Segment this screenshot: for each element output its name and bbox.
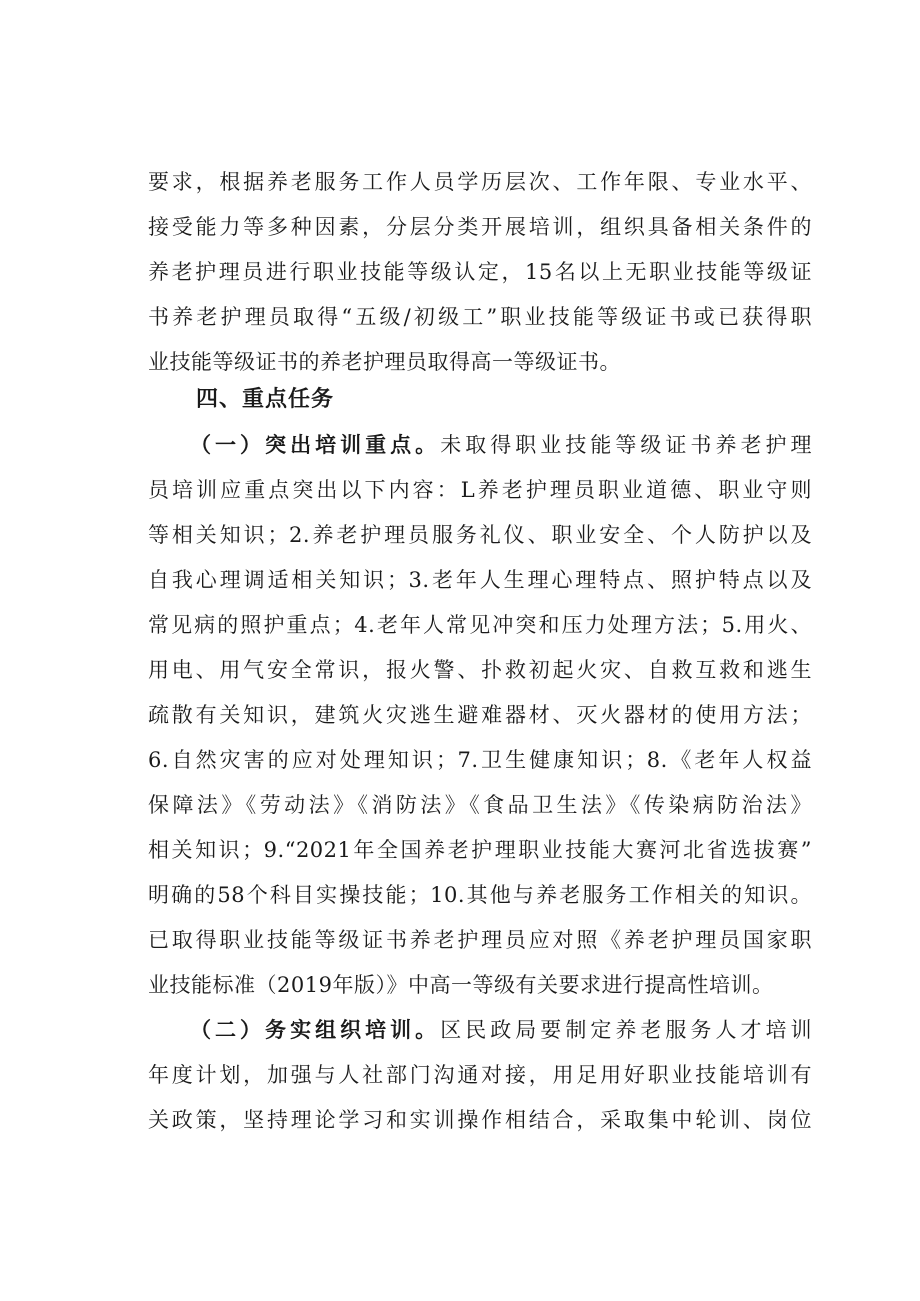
body-line: 员培训应重点突出以下内容：L养老护理员职业道德、职业守则 bbox=[148, 478, 812, 502]
body-line: 疏散有关知识，建筑火灾逃生避难器材、灭火器材的使用方法； bbox=[148, 703, 812, 727]
body-line: 养老护理员进行职业技能等级认定，15名以上无职业技能等级证 bbox=[148, 260, 812, 284]
body-line: 常见病的照护重点；4.老年人常见冲突和压力处理方法；5.用火、 bbox=[148, 613, 812, 637]
item-title: （二）务实组织培训。 bbox=[190, 1018, 441, 1042]
body-line: 业技能标准（2019年版）》中高一等级有关要求进行提高性培训。 bbox=[148, 973, 774, 997]
body-line: 保障法》《劳动法》《消防法》《食品卫生法》《传染病防治法》 bbox=[148, 793, 812, 817]
body-line: 相关知识；9.“2021年全国养老护理职业技能大赛河北省选拔赛” bbox=[148, 838, 812, 862]
body-line: 要求，根据养老服务工作人员学历层次、工作年限、专业水平、 bbox=[148, 170, 812, 194]
body-line: 等相关知识；2.养老护理员服务礼仪、职业安全、个人防护以及 bbox=[148, 523, 812, 547]
body-line: 自我心理调适相关知识；3.老年人生理心理特点、照护特点以及 bbox=[148, 568, 812, 592]
body-line: 业技能等级证书的养老护理员取得高一等级证书。 bbox=[148, 350, 621, 374]
body-line: 已取得职业技能等级证书养老护理员应对照《养老护理员国家职 bbox=[148, 928, 812, 952]
body-line: 明确的58个科目实操技能；10.其他与养老服务工作相关的知识。 bbox=[148, 883, 812, 907]
item-first-line-text: 区民政局要制定养老服务人才培训 bbox=[440, 1018, 813, 1042]
item-first-line bbox=[190, 1010, 812, 1050]
item-first-line-text: 未取得职业技能等级证书养老护理 bbox=[440, 433, 813, 457]
body-line: 书养老护理员取得“五级/初级工”职业技能等级证书或已获得职 bbox=[148, 305, 812, 329]
item-first-line bbox=[190, 425, 812, 465]
section-heading: 四、重点任务 bbox=[196, 387, 335, 412]
body-line: 用电、用气安全常识，报火警、扑救初起火灾、自救互救和逃生 bbox=[148, 658, 812, 682]
body-line: 接受能力等多种因素，分层分类开展培训，组织具备相关条件的 bbox=[148, 215, 812, 239]
item-title: （一）突出培训重点。 bbox=[190, 433, 441, 457]
body-line: 6.自然灾害的应对处理知识；7.卫生健康知识；8.《老年人权益 bbox=[148, 748, 812, 772]
body-line: 关政策，坚持理论学习和实训操作相结合，采取集中轮训、岗位 bbox=[148, 1108, 812, 1132]
body-line: 年度计划，加强与人社部门沟通对接，用足用好职业技能培训有 bbox=[148, 1063, 812, 1087]
